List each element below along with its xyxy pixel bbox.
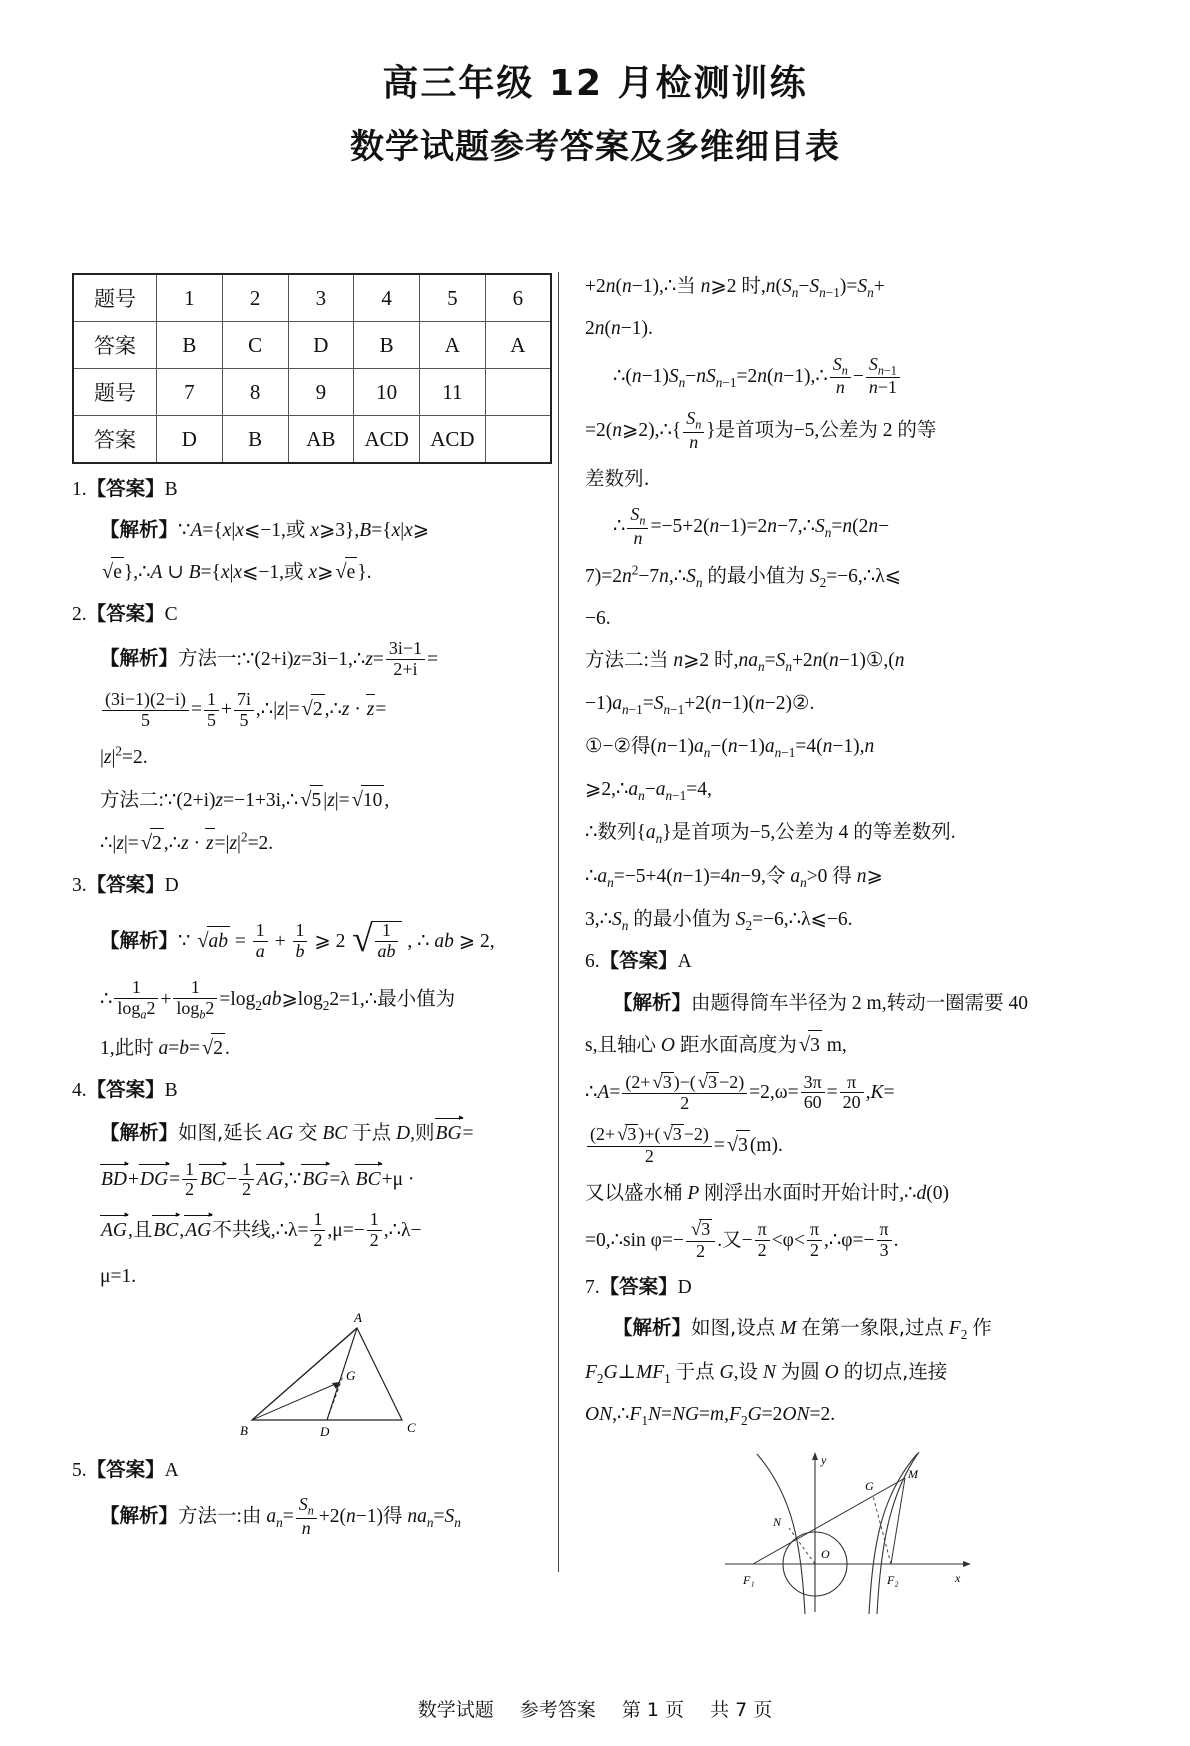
solution-line: [100, 1157, 552, 1201]
math-expression: s,且轴心 O 距水面高度为√3 m,: [585, 1035, 847, 1056]
math-expression: 2n(n−1).: [585, 318, 653, 340]
math-expression: :由 $a_n=$ $\frac{S_n}{n}$ +2(n−1)得 $na_n=S_n$: [236, 1494, 461, 1539]
solution-line: [100, 827, 552, 859]
solution-heading: [72, 1075, 552, 1105]
item-number: 5.: [72, 1460, 87, 1482]
math-expression: μ=1.: [100, 1265, 137, 1287]
footer-page-current: 第 1 页: [621, 1699, 685, 1721]
footer-page-total: 共 7 页: [710, 1699, 773, 1721]
item-number: 2.: [72, 604, 87, 626]
solution-heading: [72, 1455, 552, 1485]
solution-item-1: [72, 474, 552, 589]
answer-value: D: [164, 874, 179, 896]
solution-item-6: [585, 946, 1065, 1262]
solution-line: [100, 1208, 552, 1251]
vertex-label-D: D: [320, 1424, 330, 1440]
math-expression: ∴ $\frac{1}{\log_a2}$ + $\frac{1}{\log_b2}$ $=\log_2ab⩾\log_22=1,\therefore$最小值为: [100, 977, 456, 1022]
math-expression: $3,\therefore S_n$ 的最小值为 $S_2=-6,\therefore\lambda⩽-6$.: [585, 906, 853, 933]
math-expression: :当 n⩾2 时$,na_n=S_n+2n(n-1)①,(n$: [643, 648, 905, 675]
solution-line: [585, 1400, 1065, 1431]
math-expression: $|z|^2=2$.: [100, 743, 148, 769]
point-label-F1: F₁: [743, 1572, 755, 1587]
solution-item-7: [585, 1272, 1065, 1432]
solution-line: [100, 1496, 552, 1539]
solution-item-3: [72, 870, 552, 1066]
item-number: 4.: [72, 1080, 87, 1102]
math-expression: ∴数列$\{a_n\}$是首项为−5,公差为 4 的等差数列.: [585, 820, 956, 846]
vertex-label-B: B: [240, 1423, 248, 1439]
table-cell: 9: [288, 369, 354, 416]
table-cell: 3: [288, 274, 354, 322]
table-cell: 5: [420, 274, 486, 322]
answer-value: C: [164, 604, 178, 626]
math-expression: :∵(2+i)z=3i−1,∴z= $\frac{3i-1}{2+i}$ =: [236, 638, 438, 679]
solution-line: [585, 464, 1065, 495]
table-cell: 7: [157, 369, 223, 416]
solution-line: [585, 861, 1065, 893]
math-expression: $\frac{(3i-1)(2-i)}{5}$ = $\frac{1}{5}$ + $\frac{7i}{5}$ ,∴|z|=√2 ,∴z · z=: [100, 699, 386, 720]
math-expression: =2(n⩾2),∴{ $\frac{S_n}{n}$ }是首项为−5,公差为 2 的等: [585, 407, 937, 452]
analysis-tag: 【解析】: [100, 518, 179, 542]
solution-line: [585, 904, 1065, 936]
solution-line: [100, 742, 552, 774]
vertex-label-G: G: [346, 1368, 356, 1384]
answer-value: A: [677, 951, 692, 973]
method-label: 方法一: [178, 646, 237, 670]
table-cell: ACD: [420, 416, 486, 464]
item-number: 1.: [72, 479, 87, 500]
solution-line: [585, 645, 1065, 677]
answer-tag: 【答案】: [86, 602, 165, 626]
analysis-tag: 【解析】: [100, 1504, 179, 1528]
solution-heading: [585, 1272, 1065, 1302]
axis-label-x: x: [955, 1570, 961, 1585]
analysis-tag: 【解析】: [100, 1121, 179, 1145]
solution-heading: [585, 946, 1065, 976]
solution-line: [100, 1262, 552, 1292]
row-label: 题号: [73, 274, 157, 322]
row-label: 题号: [73, 369, 157, 416]
math-expression: ∵ √ab = $\frac{1}{a}$ + $\frac{1}{b}$ ⩾ 2 √ $\frac{1}{ab}$ , ∴ ab ⩾ 2,: [178, 918, 495, 961]
table-cell: 4: [354, 274, 420, 322]
analysis-tag: 【解析】: [100, 646, 179, 670]
page-title-line2: 数学试题参考答案及多维细目表: [350, 127, 840, 168]
point-label-O: O: [821, 1546, 830, 1561]
item-number: 3.: [72, 874, 87, 896]
math-expression: BD ▸ +DG ▸ = $\frac{1}{2}$ BC ▸ − $\frac{1}{2}$ AG ▸ ,∵BG ▸ =λ BC ▸ +μ ·: [101, 1157, 415, 1199]
table-cell: B: [354, 322, 420, 369]
answer-tag: 【答案】: [599, 1274, 678, 1298]
solution-item-2: [72, 599, 552, 859]
solution-line: [585, 1030, 1065, 1062]
table-cell: ACD: [354, 416, 420, 464]
axis-label-y: y: [821, 1452, 827, 1467]
solution-line: [100, 785, 552, 817]
answer-summary-table: [72, 273, 552, 464]
page-footer: [0, 1695, 1190, 1722]
table-cell: 1: [157, 274, 223, 322]
solution-line: [585, 731, 1065, 763]
table-row: [73, 416, 551, 464]
analysis-tag: 【解析】: [100, 928, 179, 952]
answer-value: A: [164, 1460, 179, 1482]
table-row: [73, 322, 551, 369]
math-expression: $-1)a_{n-1}=S_{n-1}+2(n-1)(n-2)②$.: [585, 692, 815, 717]
solution-line: [100, 515, 552, 546]
solution-line: [585, 775, 1065, 806]
footer-doc-type: 参考答案: [519, 1699, 596, 1721]
solution-line: [100, 640, 552, 680]
solution-line: [100, 557, 552, 589]
answer-tag: 【答案】: [599, 949, 678, 973]
solution-item-4: [72, 1075, 552, 1292]
answer-key-page: [0, 62, 1190, 1746]
answer-tag: 【答案】: [86, 1078, 165, 1102]
table-cell: 6: [485, 274, 551, 322]
math-expression: ∴|z|=√2 ,∴z · $z=|z|^2=2$.: [100, 833, 273, 854]
solution-line: [585, 604, 1065, 634]
footer-subject: 数学试题: [417, 1699, 494, 1721]
math-expression: 差数列.: [585, 466, 650, 490]
math-expression: √e },∴A ∪ B={x|x⩽−1,或 x⩾√e }.: [100, 562, 372, 583]
hyperbola-figure: [705, 1444, 1065, 1624]
solution-line: [585, 689, 1065, 720]
math-expression: $7)=2n^2-7n,\therefore S_n$ 的最小值为 $S_2=-6,\therefore\lambda⩽$: [585, 562, 902, 590]
answer-value: B: [164, 1080, 178, 1102]
table-cell: 10: [354, 369, 420, 416]
row-label: 答案: [73, 416, 157, 464]
row-label: 答案: [73, 322, 157, 369]
left-column: [72, 267, 552, 1540]
math-expression: 如图,设点 M 在第一象限,过点 $F_2$ 作: [691, 1316, 992, 1343]
table-cell: [485, 416, 551, 464]
answer-tag: 【答案】: [86, 477, 165, 500]
answer-tag: 【答案】: [86, 1458, 165, 1482]
table-cell: 11: [420, 369, 486, 416]
table-row: [73, 369, 551, 416]
method-label: 方法二: [100, 787, 159, 811]
item-number: 7.: [585, 1276, 600, 1298]
solution-line: [613, 506, 1065, 549]
math-expression: $ON,\therefore F_1N=NG=m,F_2G=2ON=2$.: [585, 1404, 836, 1428]
solution-line: [585, 1178, 1065, 1209]
table-cell: B: [222, 416, 288, 464]
table-cell: 8: [222, 369, 288, 416]
math-expression: $\frac{(2+ √3 )+( √3 -2)}{2}$ =√3 (m).: [585, 1135, 783, 1156]
math-expression: 如图,延长 AG 交 BC 于点 D,则BG ▸ =: [178, 1123, 474, 1144]
solution-line: [613, 988, 1065, 1019]
solution-heading: [72, 474, 552, 504]
table-cell: D: [157, 416, 223, 464]
math-expression: ∵A={x|x⩽−1,或 x⩾3},B={x|x⩾: [178, 518, 430, 542]
item-number: 6.: [585, 951, 600, 973]
solution-line: [100, 691, 552, 731]
answer-tag: 【答案】: [86, 872, 165, 896]
solution-line: [100, 979, 552, 1022]
table-row: [73, 274, 551, 322]
math-expression: 又以盛水桶 P 刚浮出水面时开始计时,∴d(0): [585, 1181, 949, 1205]
page-title-line1: 高三年级 12 月检测训练: [382, 63, 808, 104]
solution-line: [585, 1357, 1065, 1389]
solution-line: [585, 1073, 1065, 1115]
solution-line: [613, 1313, 1065, 1345]
point-label-N: N: [773, 1514, 782, 1529]
right-column: [585, 267, 1065, 1624]
body-columns: [0, 267, 1190, 1587]
table-cell: B: [157, 322, 223, 369]
math-expression: $\therefore(n-1)S_n-nS_{n-1}=2n(n-1),\therefore$ $\frac{S_n}{n}$ − $\frac{S_{n-1}}{n-1}$: [613, 366, 902, 387]
method-label: 方法一: [178, 1504, 237, 1528]
analysis-tag: 【解析】: [613, 990, 692, 1014]
solution-line: [585, 407, 1065, 453]
answer-value: D: [677, 1276, 692, 1298]
math-expression: $F_2G\perp MF_1$ 于点 G,设 N 为圆 O 的切点,连接: [585, 1359, 948, 1386]
math-expression: :∵(2+i)z=−1+3i,∴√5 |z|=√10 ,: [159, 790, 390, 811]
solution-item-5: [72, 1455, 552, 1539]
triangle-figure: [222, 1310, 552, 1445]
method-label: 方法二: [585, 648, 644, 672]
math-expression: 由题得筒车半径为 2 m,转动一圈需要 40: [691, 990, 1028, 1014]
solution-heading: [72, 599, 552, 629]
table-cell: C: [222, 322, 288, 369]
analysis-tag: 【解析】: [613, 1316, 692, 1340]
table-cell: AB: [288, 416, 354, 464]
answer-value: B: [164, 479, 178, 500]
solution-line: [585, 1220, 1065, 1262]
math-expression: $\therefore a_n=-5+4(n-1)=4n-9$,令 $a_n>0$ 得 n⩾: [585, 863, 883, 890]
solution-line: [585, 1125, 1065, 1167]
math-expression: +2n(n−1),∴当 n⩾2 时$,n(S_n-S_{n-1})=S_n+$: [585, 274, 885, 300]
solution-heading: [72, 870, 552, 900]
math-expression: −6.: [585, 608, 611, 630]
math-expression: 1,此时 a=b=√2 .: [100, 1038, 230, 1059]
math-expression: ∴A= $\frac{(2+ √3 )-( √3 -2)}{2}$ =2,ω= $\frac{3\pi}{60}$ = $\frac{\pi}{20}$ ,K=: [585, 1071, 895, 1113]
math-expression: ①−②得$(n-1)a_n-(n-1)a_{n-1}=4(n-1),n$: [585, 734, 875, 761]
table-cell: D: [288, 322, 354, 369]
point-label-G: G: [865, 1478, 874, 1493]
solution-line: [585, 314, 1065, 344]
table-cell: A: [420, 322, 486, 369]
table-cell: 2: [222, 274, 288, 322]
math-expression: $⩾2,\therefore a_n-a_{n-1}=4$,: [585, 778, 712, 803]
table-cell: A: [485, 322, 551, 369]
vertex-label-C: C: [407, 1420, 416, 1436]
solution-line: [100, 1033, 552, 1065]
solution-line: [585, 560, 1065, 593]
point-label-F2: F₂: [887, 1572, 899, 1587]
solution-line: [100, 1112, 552, 1149]
solution-line: [613, 353, 1065, 399]
table-cell: [485, 369, 551, 416]
solution-line: [585, 817, 1065, 849]
math-expression: ∴ $\frac{S_n}{n}$ $=-5+2(n-1)=2n-7,\therefore S_n=n(2n-$: [613, 504, 890, 548]
math-expression: =0,∴sin φ=− $\frac{√3}{2}$ .又− $\frac{\pi}{2}$ <φ< $\frac{\pi}{2}$ ,∴φ=− $\frac{\pi}{3}$ .: [585, 1219, 899, 1261]
solution-line: [585, 271, 1065, 303]
solution-line: [100, 911, 552, 968]
vertex-label-A: A: [354, 1310, 362, 1326]
math-expression: AG ▸ ,且BC ▸ ,AG ▸ 不共线,∴λ= $\frac{1}{2}$ ,μ=− $\frac{1}{2}$ ,∴λ−: [101, 1208, 422, 1250]
point-label-M: M: [908, 1466, 918, 1481]
